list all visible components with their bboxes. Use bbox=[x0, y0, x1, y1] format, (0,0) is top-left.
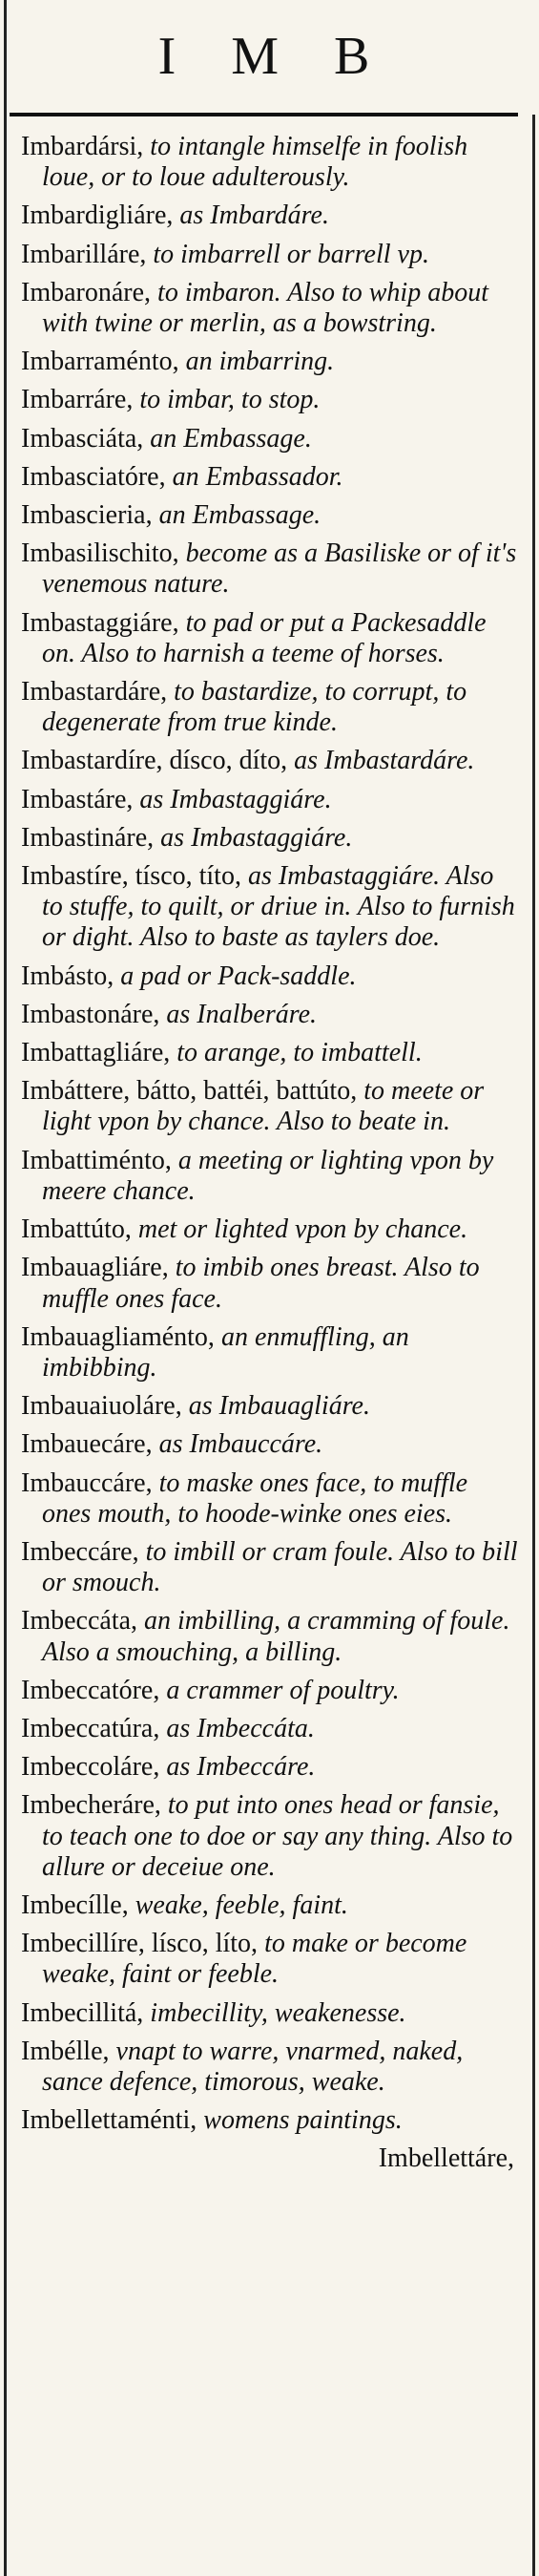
entry-headword: Imbastíre, tísco, títo, bbox=[21, 861, 241, 892]
entry-headword: Imbardigliáre, bbox=[21, 201, 174, 231]
dictionary-entry bbox=[21, 1752, 518, 1783]
entry-definition: to imbarrell or barrell vp. bbox=[146, 239, 429, 269]
entry-definition: an Embassage. bbox=[143, 423, 312, 454]
entry-headword: Imbeccatóre, bbox=[21, 1675, 160, 1705]
entry-headword: Imbauccáre, bbox=[21, 1467, 153, 1498]
entry-headword: Imbattiménto, bbox=[21, 1145, 172, 1175]
entry-headword: Imbastaggiáre, bbox=[21, 607, 179, 638]
entry-definition: a crammer of poultry. bbox=[159, 1675, 400, 1705]
dictionary-entry bbox=[21, 132, 518, 193]
entry-headword: Imbeccoláre, bbox=[21, 1752, 160, 1783]
dictionary-entry bbox=[21, 608, 518, 669]
entry-headword: Imbastonáre, bbox=[21, 999, 160, 1029]
dictionary-entry bbox=[21, 2105, 518, 2136]
entry-definition: imbecillity, weakenesse. bbox=[143, 1997, 406, 2028]
entry-definition: to bastardize, to corrupt, to degenerate from true kinde. bbox=[42, 677, 467, 738]
entry-definition: an Embassage. bbox=[152, 500, 321, 531]
entry-headword: Imbasciatóre, bbox=[21, 461, 166, 492]
page-header bbox=[10, 0, 518, 116]
dictionary-entry bbox=[21, 201, 518, 231]
dictionary-entry bbox=[21, 1929, 518, 1990]
entry-definition: to imbar, to stop. bbox=[133, 385, 321, 415]
page-title: I M B bbox=[157, 27, 391, 86]
entry-definition: to imbib ones breast. Also to muffle ones face. bbox=[42, 1253, 480, 1314]
dictionary-entry bbox=[21, 500, 518, 531]
entry-headword: Imbardársi, bbox=[21, 132, 144, 161]
entry-definition: as Imbastaggiáre. bbox=[133, 784, 332, 814]
entry-definition: as Imbeccáta. bbox=[159, 1713, 315, 1743]
dictionary-entry bbox=[21, 1391, 518, 1422]
entry-headword: Imbasilischito, bbox=[21, 538, 179, 569]
entry-definition: met or lighted vpon by chance. bbox=[131, 1214, 468, 1245]
dictionary-entry bbox=[21, 1322, 518, 1383]
entry-definition: weake, feeble, faint. bbox=[128, 1890, 348, 1920]
dictionary-entry bbox=[21, 1429, 518, 1460]
dictionary-entry bbox=[21, 2037, 518, 2098]
dictionary-entry bbox=[21, 424, 518, 454]
entry-headword: Imbélle, bbox=[21, 2036, 110, 2066]
entry-headword: Imbecillíre, lísco, líto, bbox=[21, 1929, 259, 1959]
dictionary-entry bbox=[21, 385, 518, 415]
entry-definition: become as a Basiliske or of it's venemous nature. bbox=[42, 538, 517, 600]
entry-list bbox=[10, 116, 518, 2136]
entry-definition: an imbilling, a cramming of foule. Also a smouching, a billing. bbox=[42, 1606, 510, 1667]
dictionary-entry bbox=[21, 1998, 518, 2029]
entry-headword: Imbecillitá, bbox=[21, 1997, 144, 2028]
entry-definition: as Imbastardáre. bbox=[287, 746, 475, 776]
entry-headword: Imbauagliaménto, bbox=[21, 1321, 215, 1352]
dictionary-entry bbox=[21, 1676, 518, 1706]
entry-definition: as Imbastaggiáre. bbox=[154, 822, 353, 853]
entry-headword: Imbasciáta, bbox=[21, 423, 144, 454]
entry-headword: Imbauagliáre, bbox=[21, 1253, 169, 1283]
dictionary-entry bbox=[21, 1890, 518, 1921]
entry-headword: Imbarraménto, bbox=[21, 347, 179, 377]
entry-headword: Imbattúto, bbox=[21, 1214, 132, 1245]
entry-definition: to imbill or cram foule. Also to bill or smouch. bbox=[42, 1536, 518, 1598]
entry-headword: Imbascieria, bbox=[21, 500, 153, 531]
entry-definition: as Imbeccáre. bbox=[159, 1752, 316, 1783]
entry-headword: Imbeccatúra, bbox=[21, 1713, 160, 1743]
entry-definition: a pad or Pack-saddle. bbox=[114, 961, 357, 991]
entry-headword: Imbáttere, bátto, battéi, battúto, bbox=[21, 1076, 358, 1107]
entry-headword: Imbellettaménti, bbox=[21, 2105, 197, 2136]
entry-definition: to maske ones face, to muffle ones mouth, to hoode-winke ones eies. bbox=[42, 1467, 468, 1529]
entry-headword: Imbeccáta, bbox=[21, 1606, 138, 1636]
entry-definition: to intangle himselfe in foolish loue, or to loue adulterously. bbox=[42, 132, 468, 193]
entry-definition: an Embassador. bbox=[165, 461, 343, 492]
dictionary-entry bbox=[21, 1214, 518, 1245]
dictionary-entry bbox=[21, 240, 518, 270]
entry-definition: as Imbauccáre. bbox=[152, 1429, 323, 1460]
dictionary-entry bbox=[21, 278, 518, 339]
entry-definition: to pad or put a Packesaddle on. Also to harnish a teeme of horses. bbox=[42, 607, 487, 668]
dictionary-entry bbox=[21, 462, 518, 493]
dictionary-entry bbox=[21, 1253, 518, 1314]
dictionary-entry bbox=[21, 677, 518, 738]
dictionary-entry bbox=[21, 1714, 518, 1744]
entry-headword: Imbattagliáre, bbox=[21, 1038, 171, 1068]
entry-definition: as Imbauagliáre. bbox=[181, 1391, 370, 1422]
dictionary-entry bbox=[21, 746, 518, 776]
dictionary-entry bbox=[21, 961, 518, 992]
entry-definition: to meete or light vpon by chance. Also to beate in. bbox=[42, 1076, 485, 1137]
entry-definition: womens paintings. bbox=[197, 2105, 403, 2136]
entry-headword: Imbaronáre, bbox=[21, 277, 152, 307]
dictionary-entry bbox=[21, 1146, 518, 1207]
dictionary-entry bbox=[21, 1038, 518, 1068]
dictionary-entry bbox=[21, 861, 518, 954]
entry-definition: vnapt to warre, vnarmed, naked, sance defence, timorous, weake. bbox=[42, 2036, 464, 2097]
left-border-rule bbox=[4, 0, 7, 2576]
entry-headword: Imbauecáre, bbox=[21, 1429, 153, 1460]
dictionary-entry bbox=[21, 1468, 518, 1530]
entry-definition: as Inalberáre. bbox=[159, 999, 317, 1029]
entry-headword: Imbásto, bbox=[21, 961, 114, 991]
dictionary-entry bbox=[21, 1076, 518, 1137]
entry-headword: Imbecheráre, bbox=[21, 1790, 161, 1821]
dictionary-entry bbox=[21, 1790, 518, 1883]
catchword: Imbellettáre, bbox=[378, 2143, 514, 2174]
entry-headword: Imbastáre, bbox=[21, 784, 134, 814]
entry-definition: an enmuffling, an imbibbing. bbox=[42, 1321, 409, 1383]
entry-headword: Imbastardáre, bbox=[21, 677, 168, 707]
entry-headword: Imbeccáre, bbox=[21, 1536, 139, 1567]
entry-headword: Imbarráre, bbox=[21, 385, 134, 415]
entry-headword: Imbarilláre, bbox=[21, 239, 147, 269]
entry-headword: Imbastardíre, dísco, díto, bbox=[21, 746, 288, 776]
entry-headword: Imbauaiuoláre, bbox=[21, 1391, 182, 1422]
entry-headword: Imbastináre, bbox=[21, 822, 155, 853]
dictionary-entry bbox=[21, 1537, 518, 1598]
entry-definition: a meeting or lighting vpon by meere chance. bbox=[42, 1145, 494, 1206]
right-border-rule bbox=[532, 115, 535, 2576]
dictionary-entry bbox=[21, 347, 518, 377]
dictionary-entry bbox=[21, 1606, 518, 1667]
entry-definition: as Imbastaggiáre. Also to stuffe, to quilt, or driue in. Also to furnish or dight. Also to baste as taylers doe. bbox=[42, 861, 515, 953]
entry-definition: an imbarring. bbox=[178, 347, 335, 377]
dictionary-entry bbox=[21, 538, 518, 600]
dictionary-entry bbox=[21, 1000, 518, 1030]
dictionary-entry bbox=[21, 823, 518, 854]
entry-definition: to imbaron. Also to whip about with twine or merlin, as a bowstring. bbox=[42, 277, 488, 339]
dictionary-entry bbox=[21, 785, 518, 815]
entry-definition: to make or become weake, faint or feeble. bbox=[42, 1929, 467, 1990]
entry-definition: to arange, to imbattell. bbox=[170, 1038, 423, 1068]
entry-headword: Imbecílle, bbox=[21, 1890, 129, 1920]
entry-definition: as Imbardáre. bbox=[173, 201, 329, 231]
entry-definition: to put into ones head or fansie, to teach one to doe or say any thing. Also to allure or deceiue one. bbox=[42, 1790, 513, 1882]
